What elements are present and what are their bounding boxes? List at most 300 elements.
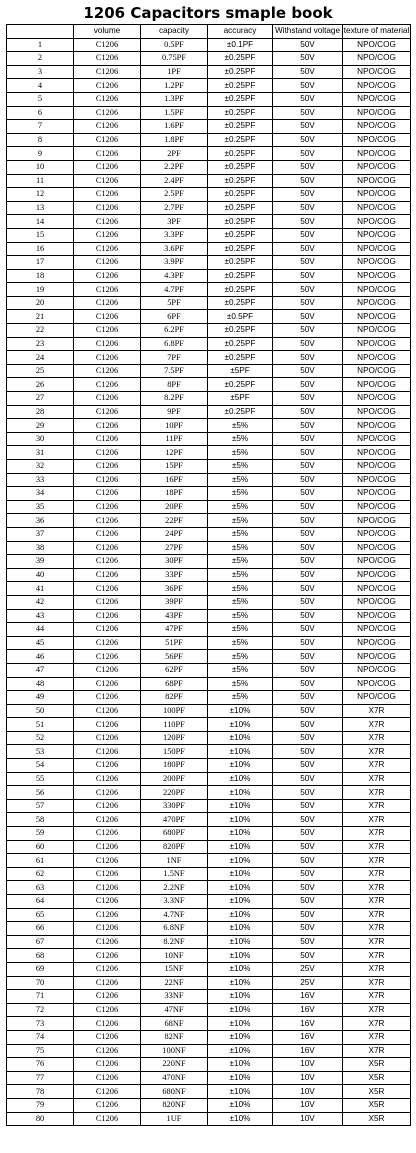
- row-number-cell: 49: [7, 691, 74, 705]
- table-row: [7, 392, 411, 406]
- table-row: [7, 1003, 411, 1017]
- header-index: [7, 25, 74, 39]
- row-number-cell: 18: [7, 269, 74, 283]
- accuracy-cell: ±10%: [208, 1071, 273, 1085]
- page-title: 1206 Capacitors smaple book: [83, 4, 333, 22]
- table-row: [7, 1058, 411, 1072]
- table-row: [7, 759, 411, 773]
- row-number-cell: 42: [7, 595, 74, 609]
- row-number-cell: 7: [7, 120, 74, 134]
- row-number-cell: 55: [7, 772, 74, 786]
- table-row: [7, 527, 411, 541]
- material-cell: X7R: [343, 772, 411, 786]
- volume-cell: C1206: [74, 949, 141, 963]
- header-accuracy: accuracy: [208, 25, 273, 39]
- volume-cell: C1206: [74, 881, 141, 895]
- row-number-cell: 3: [7, 65, 74, 79]
- row-number-cell: 40: [7, 568, 74, 582]
- voltage-cell: 50V: [273, 106, 343, 120]
- table-row: [7, 460, 411, 474]
- voltage-cell: 16V: [273, 1030, 343, 1044]
- row-number-cell: 48: [7, 677, 74, 691]
- material-cell: NPO/COG: [343, 120, 411, 134]
- row-number-cell: 53: [7, 745, 74, 759]
- table-row: [7, 188, 411, 202]
- capacity-cell: 16PF: [141, 473, 208, 487]
- row-number-cell: 24: [7, 351, 74, 365]
- volume-cell: C1206: [74, 908, 141, 922]
- accuracy-cell: ±10%: [208, 799, 273, 813]
- capacity-cell: 470PF: [141, 813, 208, 827]
- row-number-cell: 21: [7, 310, 74, 324]
- voltage-cell: 50V: [273, 378, 343, 392]
- accuracy-cell: ±0.5PF: [208, 310, 273, 324]
- row-number-cell: 10: [7, 160, 74, 174]
- table-row: [7, 215, 411, 229]
- accuracy-cell: ±5%: [208, 527, 273, 541]
- table-row: [7, 663, 411, 677]
- capacity-cell: 39PF: [141, 595, 208, 609]
- capacity-cell: 1.5NF: [141, 867, 208, 881]
- capacity-cell: 6PF: [141, 310, 208, 324]
- volume-cell: C1206: [74, 269, 141, 283]
- volume-cell: C1206: [74, 827, 141, 841]
- accuracy-cell: ±5%: [208, 500, 273, 514]
- row-number-cell: 67: [7, 935, 74, 949]
- capacity-cell: 3.6PF: [141, 242, 208, 256]
- row-number-cell: 20: [7, 296, 74, 310]
- capacity-cell: 1.2PF: [141, 79, 208, 93]
- voltage-cell: 50V: [273, 174, 343, 188]
- volume-cell: C1206: [74, 677, 141, 691]
- voltage-cell: 10V: [273, 1112, 343, 1126]
- volume-cell: C1206: [74, 215, 141, 229]
- voltage-cell: 10V: [273, 1085, 343, 1099]
- material-cell: X7R: [343, 867, 411, 881]
- accuracy-cell: ±10%: [208, 827, 273, 841]
- volume-cell: C1206: [74, 79, 141, 93]
- material-cell: NPO/COG: [343, 595, 411, 609]
- table-row: [7, 881, 411, 895]
- voltage-cell: 16V: [273, 990, 343, 1004]
- voltage-cell: 50V: [273, 704, 343, 718]
- material-cell: NPO/COG: [343, 378, 411, 392]
- capacity-cell: 330PF: [141, 799, 208, 813]
- material-cell: NPO/COG: [343, 65, 411, 79]
- row-number-cell: 51: [7, 718, 74, 732]
- volume-cell: C1206: [74, 922, 141, 936]
- volume-cell: C1206: [74, 1017, 141, 1031]
- voltage-cell: 50V: [273, 296, 343, 310]
- material-cell: NPO/COG: [343, 160, 411, 174]
- material-cell: NPO/COG: [343, 364, 411, 378]
- volume-cell: C1206: [74, 337, 141, 351]
- accuracy-cell: ±0.25PF: [208, 201, 273, 215]
- volume-cell: C1206: [74, 283, 141, 297]
- voltage-cell: 50V: [273, 813, 343, 827]
- volume-cell: C1206: [74, 392, 141, 406]
- material-cell: X7R: [343, 704, 411, 718]
- table-row: [7, 79, 411, 93]
- accuracy-cell: ±10%: [208, 1098, 273, 1112]
- capacity-cell: 68PF: [141, 677, 208, 691]
- volume-cell: C1206: [74, 120, 141, 134]
- row-number-cell: 23: [7, 337, 74, 351]
- volume-cell: C1206: [74, 351, 141, 365]
- volume-cell: C1206: [74, 976, 141, 990]
- table-row: [7, 269, 411, 283]
- capacity-cell: 15NF: [141, 962, 208, 976]
- material-cell: NPO/COG: [343, 310, 411, 324]
- capacity-cell: 1PF: [141, 65, 208, 79]
- capacity-cell: 56PF: [141, 650, 208, 664]
- volume-cell: C1206: [74, 487, 141, 501]
- row-number-cell: 58: [7, 813, 74, 827]
- table-row: [7, 704, 411, 718]
- accuracy-cell: ±10%: [208, 772, 273, 786]
- material-cell: X7R: [343, 731, 411, 745]
- material-cell: NPO/COG: [343, 460, 411, 474]
- row-number-cell: 76: [7, 1058, 74, 1072]
- table-row: [7, 92, 411, 106]
- material-cell: NPO/COG: [343, 582, 411, 596]
- header-volume: volume: [74, 25, 141, 39]
- voltage-cell: 50V: [273, 38, 343, 52]
- voltage-cell: 50V: [273, 160, 343, 174]
- table-row: [7, 772, 411, 786]
- accuracy-cell: ±5%: [208, 568, 273, 582]
- accuracy-cell: ±5%: [208, 582, 273, 596]
- volume-cell: C1206: [74, 405, 141, 419]
- voltage-cell: 25V: [273, 962, 343, 976]
- row-number-cell: 39: [7, 555, 74, 569]
- row-number-cell: 47: [7, 663, 74, 677]
- voltage-cell: 50V: [273, 351, 343, 365]
- accuracy-cell: ±5%: [208, 555, 273, 569]
- material-cell: NPO/COG: [343, 337, 411, 351]
- voltage-cell: 50V: [273, 650, 343, 664]
- voltage-cell: 50V: [273, 65, 343, 79]
- volume-cell: C1206: [74, 854, 141, 868]
- voltage-cell: 50V: [273, 337, 343, 351]
- volume-cell: C1206: [74, 745, 141, 759]
- capacity-cell: 15PF: [141, 460, 208, 474]
- row-number-cell: 31: [7, 446, 74, 460]
- material-cell: NPO/COG: [343, 487, 411, 501]
- table-row: [7, 677, 411, 691]
- table-row: [7, 160, 411, 174]
- voltage-cell: 50V: [273, 691, 343, 705]
- volume-cell: C1206: [74, 1030, 141, 1044]
- volume-cell: C1206: [74, 92, 141, 106]
- voltage-cell: 50V: [273, 419, 343, 433]
- accuracy-cell: ±5%: [208, 446, 273, 460]
- voltage-cell: 50V: [273, 460, 343, 474]
- material-cell: NPO/COG: [343, 283, 411, 297]
- table-row: [7, 65, 411, 79]
- table-row: [7, 827, 411, 841]
- table-row: [7, 922, 411, 936]
- voltage-cell: 10V: [273, 1058, 343, 1072]
- material-cell: X7R: [343, 881, 411, 895]
- header-row: [7, 25, 411, 39]
- material-cell: X7R: [343, 745, 411, 759]
- voltage-cell: 16V: [273, 1044, 343, 1058]
- row-number-cell: 74: [7, 1030, 74, 1044]
- row-number-cell: 28: [7, 405, 74, 419]
- accuracy-cell: ±10%: [208, 922, 273, 936]
- capacity-cell: 30PF: [141, 555, 208, 569]
- volume-cell: C1206: [74, 840, 141, 854]
- volume-cell: C1206: [74, 160, 141, 174]
- row-number-cell: 68: [7, 949, 74, 963]
- voltage-cell: 50V: [273, 79, 343, 93]
- table-row: [7, 133, 411, 147]
- volume-cell: C1206: [74, 473, 141, 487]
- volume-cell: C1206: [74, 174, 141, 188]
- capacity-cell: 68NF: [141, 1017, 208, 1031]
- capacitor-table: [6, 24, 411, 1126]
- volume-cell: C1206: [74, 582, 141, 596]
- accuracy-cell: ±10%: [208, 731, 273, 745]
- material-cell: NPO/COG: [343, 636, 411, 650]
- table-row: [7, 473, 411, 487]
- voltage-cell: 50V: [273, 922, 343, 936]
- voltage-cell: 10V: [273, 1071, 343, 1085]
- material-cell: NPO/COG: [343, 215, 411, 229]
- row-number-cell: 61: [7, 854, 74, 868]
- voltage-cell: 50V: [273, 772, 343, 786]
- voltage-cell: 50V: [273, 473, 343, 487]
- table-row: [7, 337, 411, 351]
- table-row: [7, 962, 411, 976]
- capacity-cell: 7PF: [141, 351, 208, 365]
- table-row: [7, 990, 411, 1004]
- capacity-cell: 62PF: [141, 663, 208, 677]
- volume-cell: C1206: [74, 541, 141, 555]
- capacity-cell: 4.7PF: [141, 283, 208, 297]
- row-number-cell: 52: [7, 731, 74, 745]
- material-cell: NPO/COG: [343, 527, 411, 541]
- accuracy-cell: ±10%: [208, 949, 273, 963]
- table-row: [7, 595, 411, 609]
- voltage-cell: 50V: [273, 582, 343, 596]
- row-number-cell: 64: [7, 895, 74, 909]
- row-number-cell: 12: [7, 188, 74, 202]
- voltage-cell: 50V: [273, 609, 343, 623]
- accuracy-cell: ±0.25PF: [208, 133, 273, 147]
- capacity-cell: 3PF: [141, 215, 208, 229]
- capacity-cell: 3.3NF: [141, 895, 208, 909]
- capacity-cell: 0.5PF: [141, 38, 208, 52]
- capacity-cell: 1UF: [141, 1112, 208, 1126]
- capacity-cell: 0.75PF: [141, 52, 208, 66]
- voltage-cell: 50V: [273, 663, 343, 677]
- voltage-cell: 50V: [273, 677, 343, 691]
- accuracy-cell: ±10%: [208, 813, 273, 827]
- material-cell: X7R: [343, 922, 411, 936]
- table-row: [7, 650, 411, 664]
- table-row: [7, 854, 411, 868]
- material-cell: X7R: [343, 759, 411, 773]
- capacity-cell: 8.2NF: [141, 935, 208, 949]
- material-cell: X7R: [343, 1017, 411, 1031]
- volume-cell: C1206: [74, 1071, 141, 1085]
- accuracy-cell: ±10%: [208, 854, 273, 868]
- capacity-cell: 150PF: [141, 745, 208, 759]
- volume-cell: C1206: [74, 432, 141, 446]
- accuracy-cell: ±0.25PF: [208, 296, 273, 310]
- capacity-cell: 1NF: [141, 854, 208, 868]
- voltage-cell: 50V: [273, 541, 343, 555]
- row-number-cell: 69: [7, 962, 74, 976]
- volume-cell: C1206: [74, 52, 141, 66]
- voltage-cell: 50V: [273, 514, 343, 528]
- table-row: [7, 867, 411, 881]
- header-withstand-voltage: Withstand voltage: [273, 25, 343, 39]
- voltage-cell: 50V: [273, 256, 343, 270]
- accuracy-cell: ±10%: [208, 935, 273, 949]
- accuracy-cell: ±10%: [208, 1030, 273, 1044]
- table-row: [7, 1112, 411, 1126]
- accuracy-cell: ±0.25PF: [208, 256, 273, 270]
- row-number-cell: 25: [7, 364, 74, 378]
- row-number-cell: 36: [7, 514, 74, 528]
- volume-cell: C1206: [74, 296, 141, 310]
- voltage-cell: 50V: [273, 310, 343, 324]
- accuracy-cell: ±0.25PF: [208, 269, 273, 283]
- table-row: [7, 541, 411, 555]
- capacity-cell: 33PF: [141, 568, 208, 582]
- volume-cell: C1206: [74, 228, 141, 242]
- table-row: [7, 908, 411, 922]
- volume-cell: C1206: [74, 256, 141, 270]
- capacity-cell: 220NF: [141, 1058, 208, 1072]
- table-row: [7, 1098, 411, 1112]
- volume-cell: C1206: [74, 106, 141, 120]
- table-row: [7, 623, 411, 637]
- table-row: [7, 976, 411, 990]
- accuracy-cell: ±0.25PF: [208, 188, 273, 202]
- row-number-cell: 46: [7, 650, 74, 664]
- accuracy-cell: ±0.25PF: [208, 92, 273, 106]
- material-cell: X7R: [343, 827, 411, 841]
- voltage-cell: 50V: [273, 867, 343, 881]
- capacity-cell: 36PF: [141, 582, 208, 596]
- capacity-cell: 33NF: [141, 990, 208, 1004]
- material-cell: X7R: [343, 1003, 411, 1017]
- voltage-cell: 50V: [273, 487, 343, 501]
- row-number-cell: 78: [7, 1085, 74, 1099]
- material-cell: X7R: [343, 962, 411, 976]
- volume-cell: C1206: [74, 935, 141, 949]
- row-number-cell: 4: [7, 79, 74, 93]
- capacity-cell: 51PF: [141, 636, 208, 650]
- table-row: [7, 1085, 411, 1099]
- material-cell: X7R: [343, 949, 411, 963]
- capacity-cell: 180PF: [141, 759, 208, 773]
- accuracy-cell: ±0.25PF: [208, 337, 273, 351]
- volume-cell: C1206: [74, 446, 141, 460]
- capacity-cell: 11PF: [141, 432, 208, 446]
- accuracy-cell: ±5%: [208, 514, 273, 528]
- material-cell: X5R: [343, 1058, 411, 1072]
- table-row: [7, 568, 411, 582]
- accuracy-cell: ±10%: [208, 718, 273, 732]
- voltage-cell: 16V: [273, 1003, 343, 1017]
- accuracy-cell: ±10%: [208, 786, 273, 800]
- row-number-cell: 27: [7, 392, 74, 406]
- material-cell: NPO/COG: [343, 392, 411, 406]
- capacity-cell: 22NF: [141, 976, 208, 990]
- volume-cell: C1206: [74, 813, 141, 827]
- voltage-cell: 50V: [273, 52, 343, 66]
- row-number-cell: 16: [7, 242, 74, 256]
- table-row: [7, 636, 411, 650]
- capacity-cell: 2.2NF: [141, 881, 208, 895]
- table-row: [7, 718, 411, 732]
- accuracy-cell: ±5%: [208, 595, 273, 609]
- material-cell: NPO/COG: [343, 256, 411, 270]
- row-number-cell: 80: [7, 1112, 74, 1126]
- material-cell: X5R: [343, 1071, 411, 1085]
- table-body: [7, 38, 411, 1126]
- capacity-cell: 43PF: [141, 609, 208, 623]
- accuracy-cell: ±0.25PF: [208, 160, 273, 174]
- accuracy-cell: ±10%: [208, 840, 273, 854]
- table-row: [7, 228, 411, 242]
- capacity-cell: 2PF: [141, 147, 208, 161]
- table-row: [7, 1044, 411, 1058]
- volume-cell: C1206: [74, 500, 141, 514]
- table-row: [7, 691, 411, 705]
- volume-cell: C1206: [74, 759, 141, 773]
- capacity-cell: 2.7PF: [141, 201, 208, 215]
- material-cell: X7R: [343, 935, 411, 949]
- capacity-cell: 10NF: [141, 949, 208, 963]
- volume-cell: C1206: [74, 133, 141, 147]
- material-cell: NPO/COG: [343, 405, 411, 419]
- material-cell: NPO/COG: [343, 92, 411, 106]
- accuracy-cell: ±5PF: [208, 364, 273, 378]
- material-cell: NPO/COG: [343, 174, 411, 188]
- volume-cell: C1206: [74, 786, 141, 800]
- volume-cell: C1206: [74, 1112, 141, 1126]
- table-row: [7, 283, 411, 297]
- voltage-cell: 50V: [273, 949, 343, 963]
- volume-cell: C1206: [74, 1044, 141, 1058]
- volume-cell: C1206: [74, 636, 141, 650]
- voltage-cell: 50V: [273, 201, 343, 215]
- capacity-cell: 6.2PF: [141, 324, 208, 338]
- table-row: [7, 582, 411, 596]
- material-cell: NPO/COG: [343, 473, 411, 487]
- row-number-cell: 26: [7, 378, 74, 392]
- material-cell: NPO/COG: [343, 106, 411, 120]
- row-number-cell: 32: [7, 460, 74, 474]
- material-cell: NPO/COG: [343, 568, 411, 582]
- accuracy-cell: ±0.25PF: [208, 52, 273, 66]
- accuracy-cell: ±10%: [208, 867, 273, 881]
- material-cell: X7R: [343, 1030, 411, 1044]
- table-row: [7, 840, 411, 854]
- accuracy-cell: ±5%: [208, 460, 273, 474]
- voltage-cell: 50V: [273, 895, 343, 909]
- table-row: [7, 147, 411, 161]
- volume-cell: C1206: [74, 772, 141, 786]
- row-number-cell: 44: [7, 623, 74, 637]
- table-row: [7, 174, 411, 188]
